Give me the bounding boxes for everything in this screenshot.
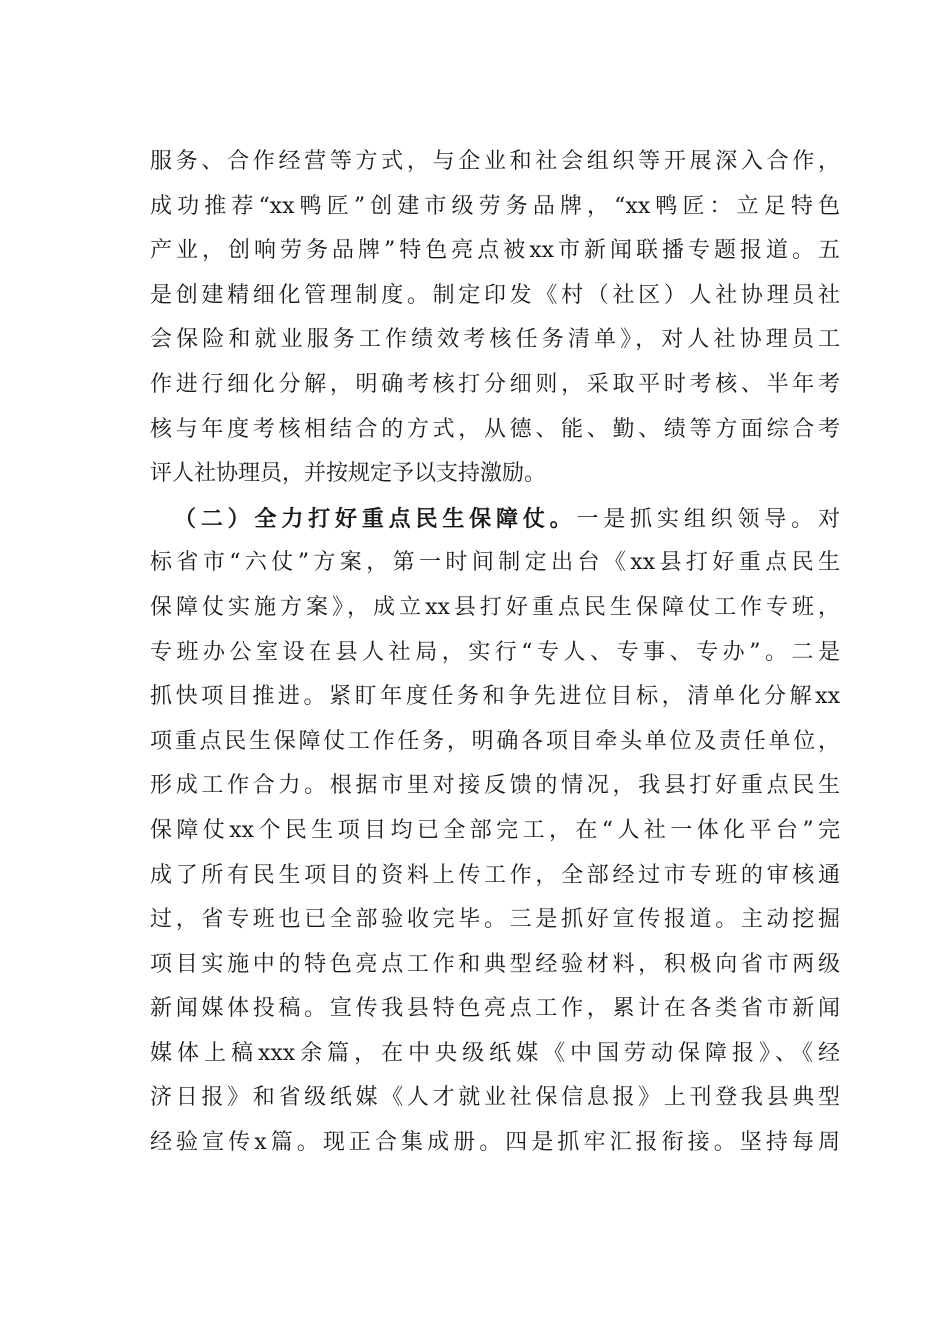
- text-line-1: 服务、合作经营等方式，与企业和社会组织等开展深入合作，: [150, 149, 840, 174]
- text-line-4: 是创建精细化管理制度。制定印发《村（社区）人社协理员社: [150, 282, 840, 308]
- section-2-line-2: 保障仗实施方案》，成立xx县打好重点民生保障仗工作专班，: [150, 594, 840, 620]
- section-2-line-5: 项重点民生保障仗工作任务，明确各项目牵头单位及责任单位，: [150, 728, 840, 754]
- section-2-first-line-rest: 一是抓实组织领导。对: [576, 506, 840, 532]
- section-2-line-8: 成了所有民生项目的资料上传工作，全部经过市专班的审核通: [150, 862, 840, 888]
- section-2-line-3: 专班办公室设在县人社局，实行“专人、专事、专办”。二是: [150, 639, 840, 665]
- section-2-line-14: 经验宣传x篇。现正合集成册。四是抓牢汇报衔接。坚持每周: [150, 1130, 840, 1156]
- section-2-line-6: 形成工作合力。根据市里对接反馈的情况，我县打好重点民生: [150, 773, 840, 799]
- text-line-5: 会保险和就业服务工作绩效考核任务清单》，对人社协理员工: [150, 327, 840, 353]
- text-line-6: 作进行细化分解，明确考核打分细则，采取平时考核、半年考: [150, 371, 840, 397]
- section-2-line-11: 新闻媒体投稿。宣传我县特色亮点工作，累计在各类省市新闻: [150, 996, 840, 1022]
- section-2-first-line: [150, 497, 840, 542]
- text-line-7: 核与年度考核相结合的方式，从德、能、勤、绩等方面综合考: [150, 416, 840, 442]
- section-2-heading: （二）全力打好重点民生保障仗。: [174, 505, 577, 532]
- section-2-line-12: 媒体上稿xxx余篇，在中央级纸媒《中国劳动保障报》、《经: [150, 1040, 840, 1066]
- section-2-line-4: 抓快项目推进。紧盯年度任务和争先进位目标，清单化分解xx: [150, 684, 840, 710]
- section-2-line-10: 项目实施中的特色亮点工作和典型经验材料，积极向省市两级: [150, 951, 840, 977]
- text-line-2: 成功推荐“xx鸭匠”创建市级劳务品牌，“xx鸭匠：立足特色: [150, 193, 840, 219]
- text-line-3: 产业，创响劳务品牌”特色亮点被xx市新闻联播专题报道。五: [150, 238, 840, 264]
- text-line-8: 评人社协理员，并按规定予以支持激励。: [150, 461, 547, 487]
- section-2-line-9: 过，省专班也已全部验收完毕。三是抓好宣传报道。主动挖掘: [150, 907, 840, 933]
- section-2-line-1: 标省市“六仗”方案，第一时间制定出台《xx县打好重点民生: [150, 550, 840, 576]
- section-2-line-7: 保障仗xx个民生项目均已全部完工，在“人社一体化平台”完: [150, 817, 840, 843]
- section-2-line-13: 济日报》和省级纸媒《人才就业社保信息报》上刊登我县典型: [150, 1085, 840, 1111]
- body-text: [150, 140, 840, 1166]
